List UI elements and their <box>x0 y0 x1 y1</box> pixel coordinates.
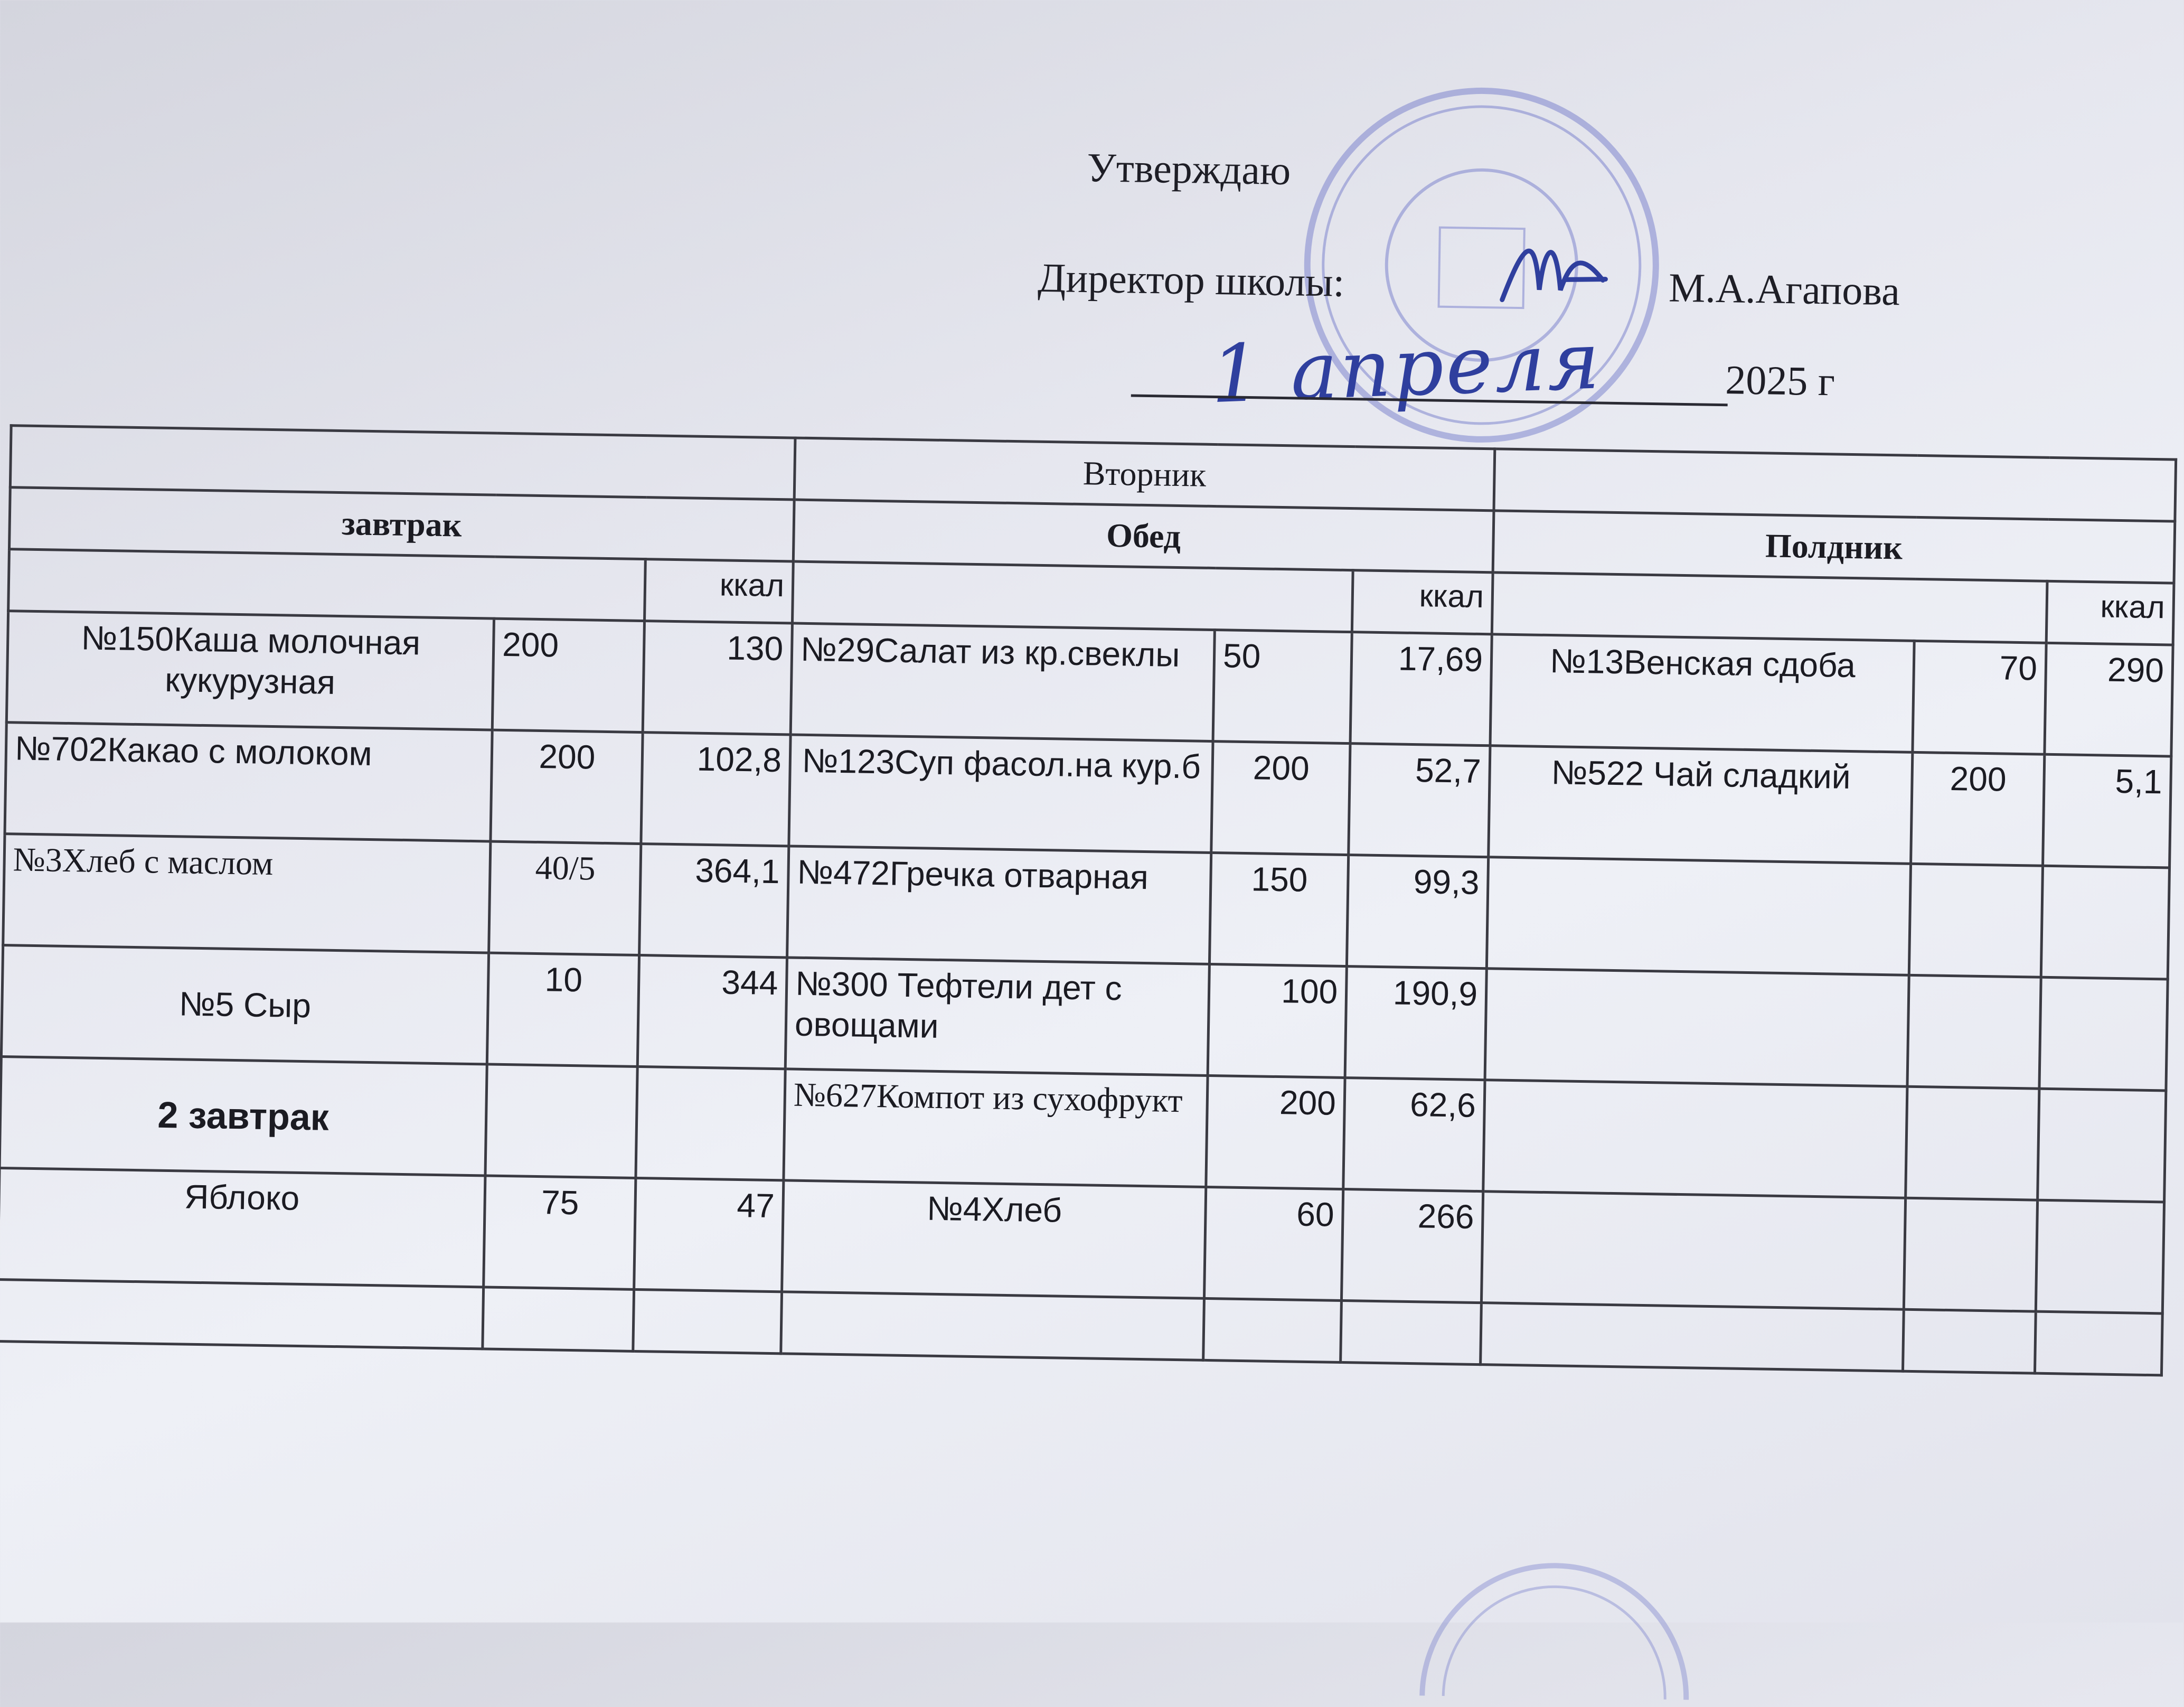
snack-portion: 70 <box>1913 641 2046 754</box>
breakfast-kcal: 102,8 <box>641 733 790 846</box>
stamp-fragment <box>1411 1569 1699 1700</box>
lunch-portion: 200 <box>1206 1075 1345 1189</box>
meal-snack-header: Полдник <box>1493 511 2175 583</box>
meal-breakfast-header: завтрак <box>9 487 794 561</box>
second-breakfast-portion: 75 <box>484 1176 636 1289</box>
director-signature <box>1491 210 1614 328</box>
blank-cell <box>781 1292 1204 1361</box>
blank-cell <box>1907 975 2041 1089</box>
blank-cell <box>2038 1089 2166 1202</box>
breakfast-portion: 10 <box>487 953 639 1066</box>
blank-cell <box>483 1287 634 1351</box>
kcal-label: ккал <box>1352 570 1493 634</box>
blank-cell <box>1494 449 2176 521</box>
blank-cell <box>2035 1311 2162 1375</box>
blank-cell <box>1904 1198 2037 1311</box>
snack-kcal: 290 <box>2045 643 2173 756</box>
approval-date-handwritten: 1 апреля <box>1209 315 1604 421</box>
lunch-portion: 200 <box>1211 742 1350 855</box>
breakfast-kcal: 344 <box>637 955 787 1069</box>
blank-cell <box>1909 864 2042 977</box>
second-breakfast-kcal: 47 <box>634 1178 784 1291</box>
breakfast-portion: 40/5 <box>489 841 641 955</box>
lunch-dish: №627Компот из сухофрукт <box>784 1069 1208 1187</box>
blank-cell <box>792 561 1353 632</box>
approval-year: 2025 г <box>1725 357 1835 405</box>
approval-title: Утверждаю <box>1086 144 1292 194</box>
breakfast-kcal: 364,1 <box>639 844 789 958</box>
blank-cell <box>1481 1303 1904 1372</box>
kcal-label: ккал <box>2046 581 2174 645</box>
lunch-dish: №300 Тефтели дет с овощами <box>785 958 1209 1076</box>
blank-cell <box>0 1280 484 1349</box>
second-breakfast-label: 2 завтрак <box>0 1057 487 1176</box>
kcal-label: ккал <box>644 559 793 623</box>
lunch-portion: 150 <box>1209 852 1348 966</box>
lunch-portion: 60 <box>1204 1187 1343 1300</box>
lunch-dish: №472Гречка отварная <box>787 846 1211 964</box>
director-label: Директор школы: <box>1037 254 1345 305</box>
menu-table <box>0 424 2177 1376</box>
lunch-kcal: 99,3 <box>1347 855 1488 969</box>
lunch-portion: 100 <box>1208 964 1347 1077</box>
day-cell: Вторник <box>794 438 1495 511</box>
blank-cell <box>2036 1200 2164 1314</box>
blank-cell <box>1341 1300 1482 1364</box>
blank-cell <box>1906 1086 2039 1200</box>
blank-cell <box>1481 1192 1905 1310</box>
director-name: М.А.Агапова <box>1668 264 1900 314</box>
blank-cell <box>1485 969 1909 1087</box>
snack-kcal: 5,1 <box>2043 754 2171 868</box>
blank-cell <box>1903 1309 2036 1373</box>
lunch-kcal: 190,9 <box>1345 967 1486 1080</box>
blank-cell <box>1492 573 2047 643</box>
snack-dish: №13Венская сдоба <box>1490 634 1914 753</box>
blank-cell <box>1203 1298 1342 1362</box>
second-breakfast-dish: Яблоко <box>0 1168 485 1287</box>
blank-cell <box>2039 977 2168 1091</box>
lunch-portion: 50 <box>1213 630 1352 744</box>
blank-cell <box>8 549 646 621</box>
breakfast-dish: №150Каша молочная кукурузная <box>6 611 494 730</box>
breakfast-portion: 200 <box>491 730 643 843</box>
blank-cell <box>10 426 795 500</box>
lunch-kcal: 52,7 <box>1349 744 1490 857</box>
meal-lunch-header: Обед <box>793 500 1494 573</box>
lunch-kcal: 17,69 <box>1350 632 1492 746</box>
blank-cell <box>636 1066 785 1180</box>
blank-cell <box>1483 1080 1907 1198</box>
blank-cell <box>485 1064 637 1178</box>
snack-dish: №522 Чай сладкий <box>1489 746 1913 864</box>
breakfast-dish: №3Хлеб с маслом <box>3 834 491 953</box>
blank-cell <box>2041 866 2169 979</box>
lunch-kcal: 266 <box>1341 1189 1483 1303</box>
lunch-kcal: 62,6 <box>1343 1078 1485 1192</box>
snack-portion: 200 <box>1911 752 2045 866</box>
blank-cell <box>1486 857 1910 976</box>
breakfast-dish: №5 Сыр <box>1 945 488 1064</box>
breakfast-dish: №702Какао с молоком <box>5 723 492 841</box>
breakfast-portion: 200 <box>492 618 644 732</box>
lunch-dish: №123Суп фасол.на кур.б <box>789 735 1213 853</box>
lunch-dish: №29Салат из кр.свеклы <box>790 623 1215 742</box>
breakfast-kcal: 130 <box>643 621 792 735</box>
blank-cell <box>633 1289 782 1353</box>
lunch-dish: №4Хлеб <box>782 1180 1206 1299</box>
